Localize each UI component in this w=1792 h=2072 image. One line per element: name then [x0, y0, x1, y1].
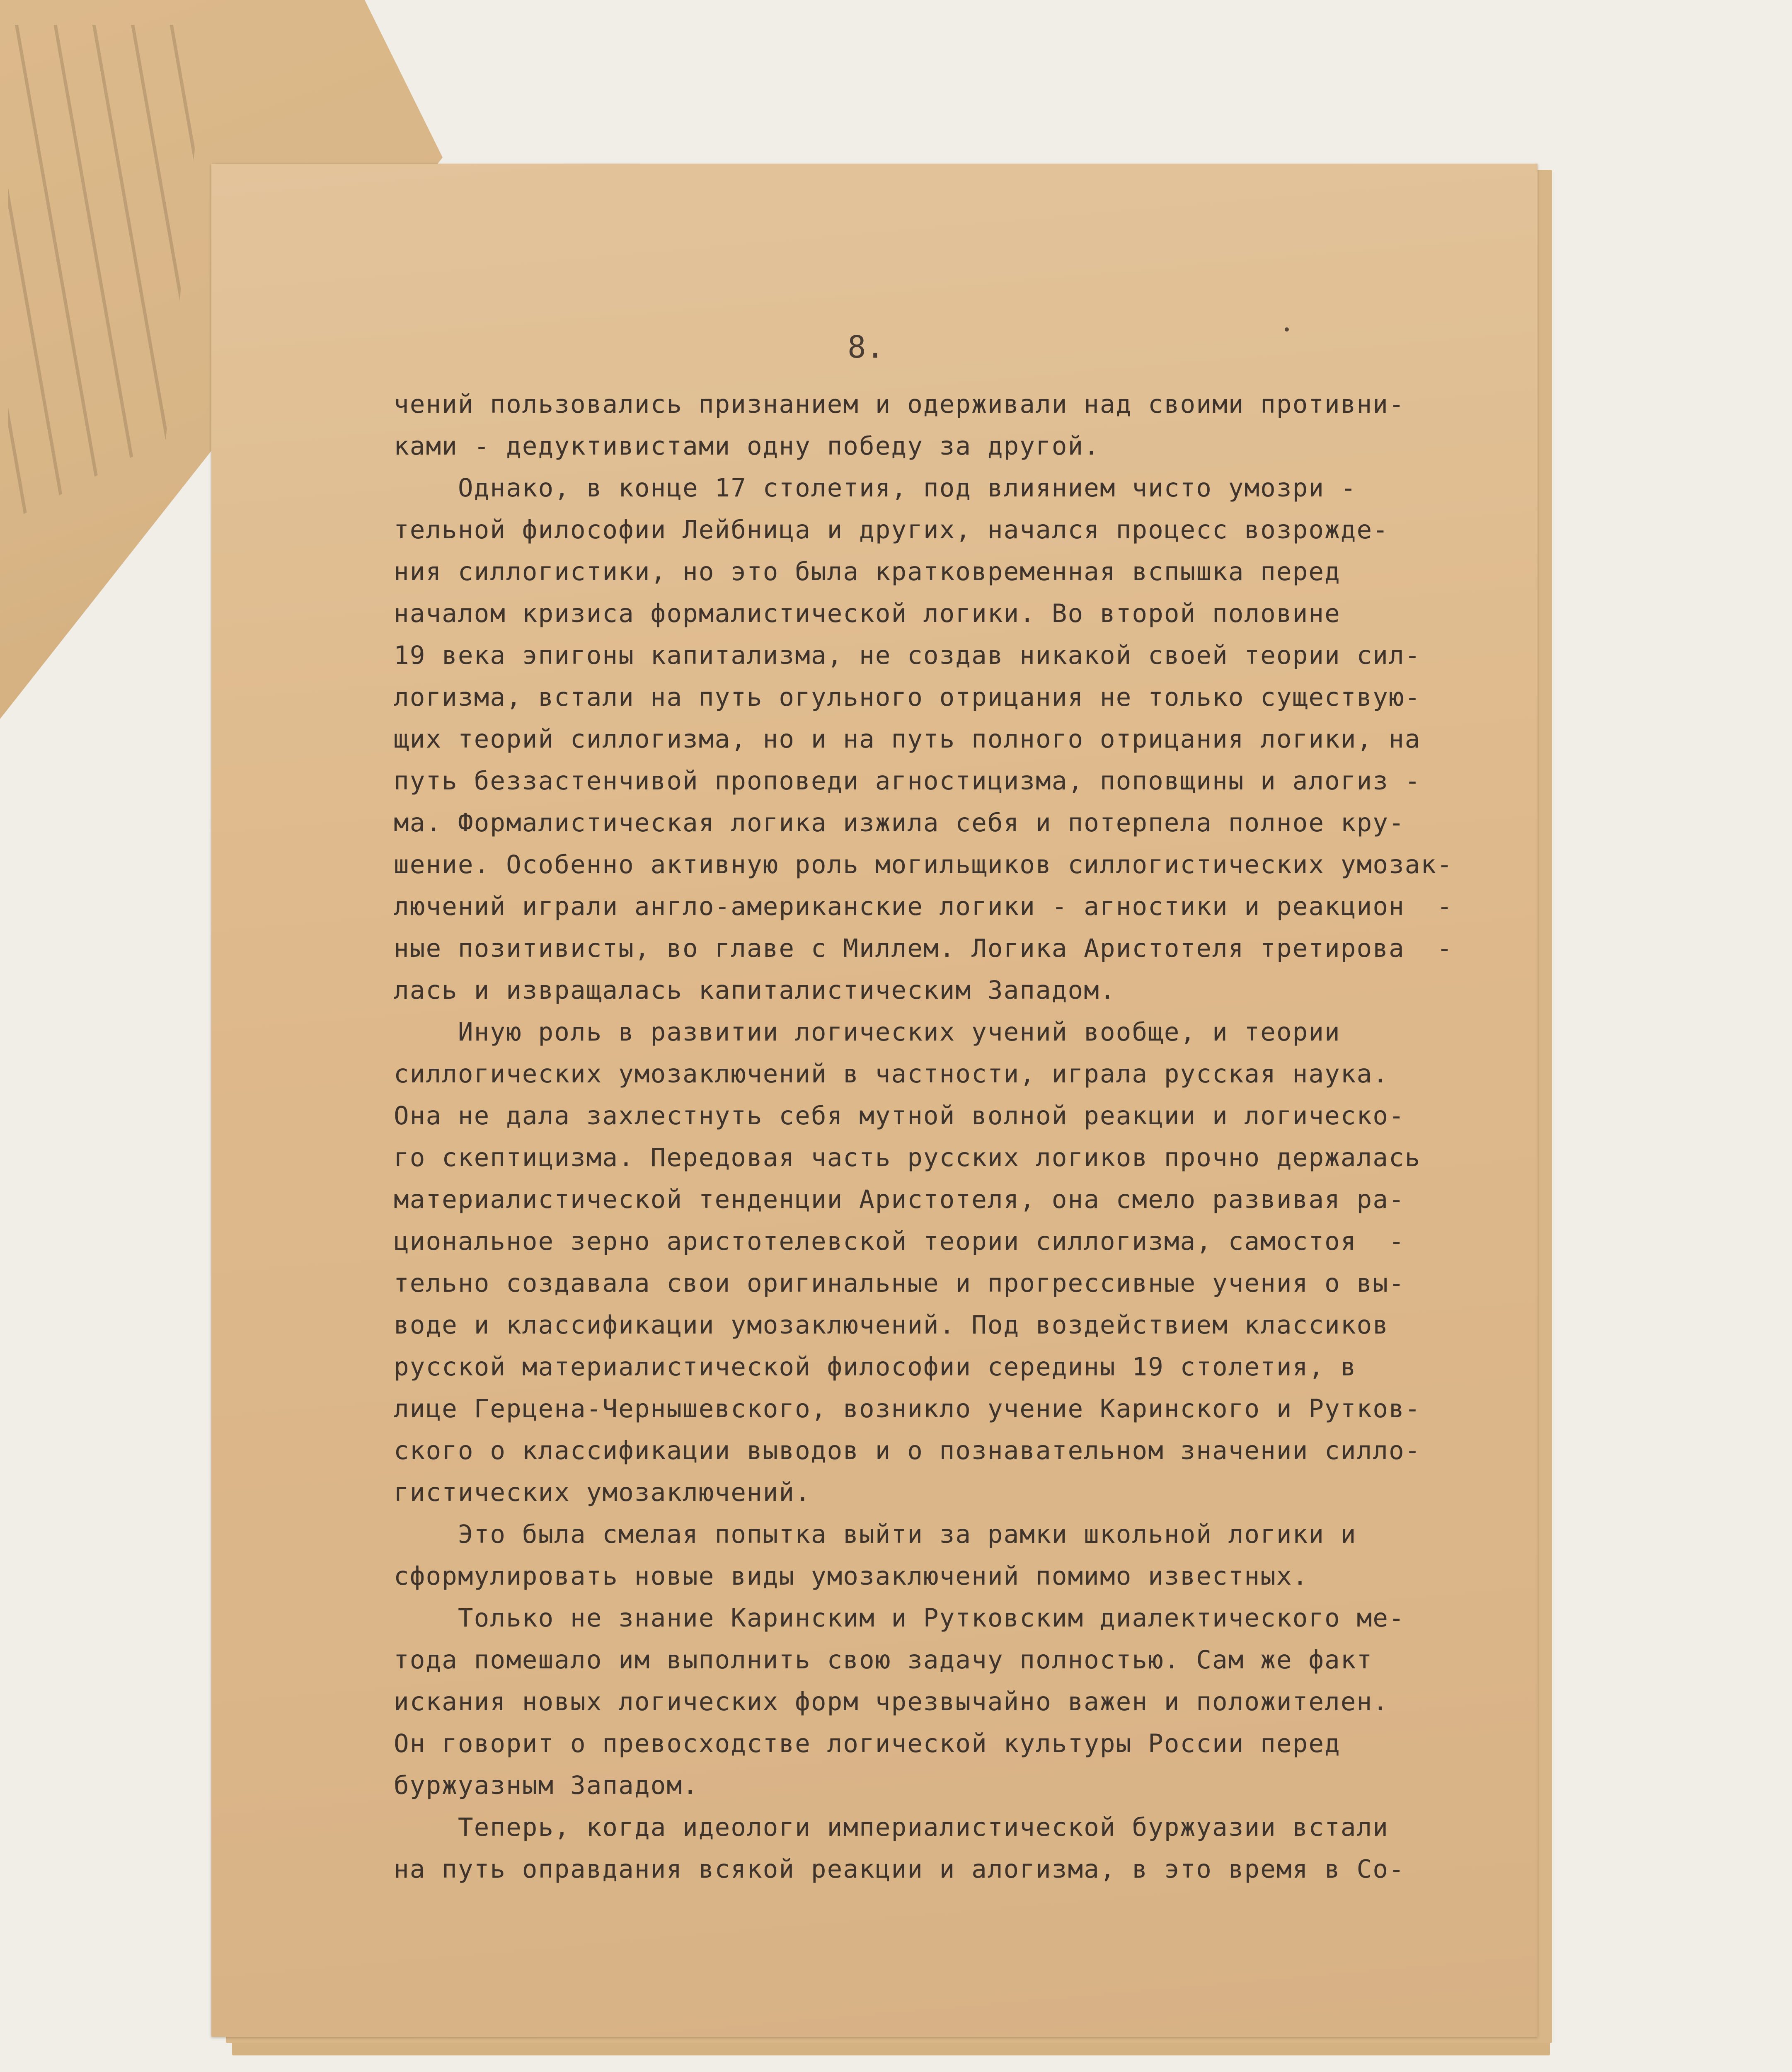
text-line: путь беззастенчивой проповеди агностицизма, поповщины и алогиз -: [394, 766, 1421, 796]
text-line: тода помешало им выполнить свою задачу полностью. Сам же факт: [394, 1645, 1373, 1675]
text-line: лась и извращалась капиталистическим Западом.: [394, 975, 1116, 1005]
text-line: Иную роль в развитии логических учений вообще, и теории: [394, 1017, 1341, 1047]
text-line: циональное зерно аристотелевской теории силлогизма, самостоя -: [394, 1227, 1405, 1256]
text-line: 19 века эпигоны капитализма, не создав никакой своей теории сил-: [394, 641, 1421, 670]
text-line: буржуазным Западом.: [394, 1771, 699, 1800]
text-line: Только не знание Каринским и Рутковским диалектического ме-: [394, 1603, 1405, 1633]
ink-dot: [1285, 327, 1289, 332]
text-line: лючений играли англо-американские логики - агностики и реакцион -: [394, 892, 1453, 921]
text-line: шение. Особенно активную роль могильщиков силлогистических умозак-: [394, 850, 1453, 879]
text-line: лице Герцена-Чернышевского, возникло учение Каринского и Рутков-: [394, 1394, 1421, 1423]
text-line: Однако, в конце 17 столетия, под влиянием чисто умозри -: [394, 473, 1357, 503]
text-line: ные позитивисты, во главе с Миллем. Логика Аристотеля третирова -: [394, 934, 1453, 963]
text-line: тельно создавала свои оригинальные и прогрессивные учения о вы-: [394, 1268, 1405, 1298]
text-line: щих теорий силлогизма, но и на путь полного отрицания логики, на: [394, 724, 1421, 754]
text-line: Он говорит о превосходстве логической культуры России перед: [394, 1729, 1341, 1758]
text-line: ками - дедуктивистами одну победу за другой.: [394, 431, 1100, 461]
text-line: Она не дала захлестнуть себя мутной волной реакции и логическо-: [394, 1101, 1405, 1130]
text-line: Это была смелая попытка выйти за рамки школьной логики и: [394, 1520, 1357, 1549]
text-line: искания новых логических форм чрезвычайно важен и положителен.: [394, 1687, 1389, 1716]
text-line: чений пользовались признанием и одерживали над своими противни-: [394, 390, 1405, 419]
text-line: воде и классификации умозаключений. Под воздействием классиков: [394, 1310, 1389, 1340]
text-line: ского о классификации выводов и о познавательном значении силло-: [394, 1436, 1421, 1465]
text-line: сформулировать новые виды умозаключений помимо известных.: [394, 1561, 1309, 1591]
page-text: [394, 383, 1513, 1890]
text-line: русской материалистической философии середины 19 столетия, в: [394, 1352, 1357, 1382]
text-line: Теперь, когда идеологи империалистической буржуазии встали: [394, 1813, 1389, 1842]
text-line: тельной философии Лейбница и других, начался процесс возрожде-: [394, 515, 1389, 545]
page-number: 8.: [848, 329, 885, 365]
typewritten-page: [211, 164, 1538, 2037]
text-line: логизма, встали на путь огульного отрицания не только существую-: [394, 683, 1421, 712]
text-line: материалистической тенденции Аристотеля, она смело развивая ра-: [394, 1185, 1405, 1214]
text-line: началом кризиса формалистической логики. Во второй половине: [394, 599, 1341, 628]
text-line: го скептицизма. Передовая часть русских логиков прочно держалась: [394, 1143, 1421, 1172]
text-line: силлогических умозаключений в частности, играла русская наука.: [394, 1059, 1389, 1089]
text-line: ния силлогистики, но это была кратковременная вспышка перед: [394, 557, 1341, 586]
text-line: на путь оправдания всякой реакции и алогизма, в это время в Со-: [394, 1854, 1405, 1884]
text-line: гистических умозаключений.: [394, 1478, 811, 1507]
text-line: ма. Формалистическая логика изжила себя и потерпела полное кру-: [394, 808, 1405, 838]
